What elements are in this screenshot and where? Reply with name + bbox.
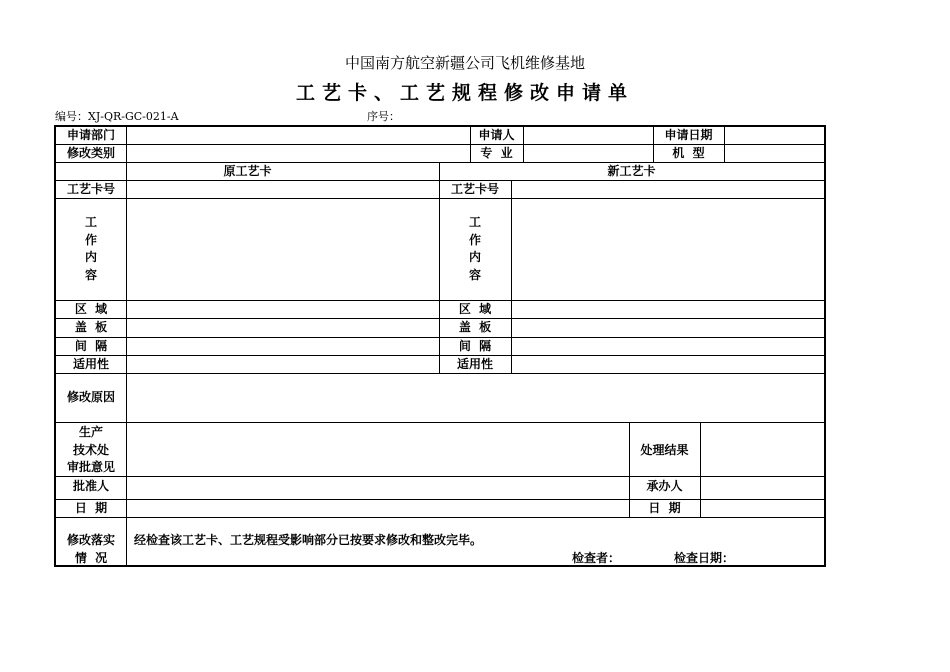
form-code [55, 108, 179, 124]
apply-dept-label: 申请部门 [66, 128, 115, 142]
approver-label: 批准人 [72, 479, 109, 493]
new-card-no-label: 工艺卡号 [450, 182, 499, 196]
new-applicability-label: 适用性 [456, 357, 493, 371]
implementation-statement: 经检查该工艺卡、工艺规程受影响部分已按要求修改和整改完毕。 [134, 533, 483, 547]
inspect-date-label: 检查日期： [674, 551, 735, 565]
original-card-no-label: 工艺卡号 [66, 182, 115, 196]
applicant-label: 申请人 [478, 128, 515, 142]
modify-type-label: 修改类别 [66, 146, 115, 160]
original-station-label: 间 隔 [74, 339, 108, 353]
handler-label: 承办人 [646, 479, 683, 493]
apply-date-label: 申请日期 [664, 128, 713, 142]
original-panel-label: 盖 板 [74, 320, 108, 334]
new-panel-label: 盖 板 [458, 320, 492, 334]
new-station-label: 间 隔 [458, 339, 492, 353]
original-work-content-label: 工 作 内 容 [84, 215, 97, 282]
form-code-value: XJ-QR-GC-021-A [88, 110, 179, 123]
form-code-label: 编号： [55, 110, 88, 123]
specialty-label: 专 业 [480, 146, 513, 160]
implementation-status-label: 修改落实 情 况 [66, 533, 115, 565]
original-zone-label: 区 域 [74, 302, 108, 316]
process-result-label: 处理结果 [640, 443, 689, 457]
handler-date-label: 日 期 [648, 501, 681, 515]
form-title: 工艺卡、工艺规程修改申请单 [295, 82, 634, 104]
aircraft-type-label: 机 型 [672, 146, 705, 160]
approval-date-label: 日 期 [74, 501, 108, 515]
inspector-label: 检查者： [572, 551, 621, 565]
new-card-header: 新工艺卡 [607, 164, 656, 178]
original-card-header: 原工艺卡 [223, 164, 272, 178]
modify-reason-label: 修改原因 [66, 390, 115, 404]
new-work-content-label: 工 作 内 容 [468, 215, 481, 282]
new-zone-label: 区 域 [458, 302, 492, 316]
original-applicability-label: 适用性 [72, 357, 109, 371]
tech-approval-label: 生产 技术处 审批意见 [66, 425, 115, 474]
serial-number-label: 序号： [367, 110, 400, 123]
change-request-form [54, 125, 826, 567]
organization-title: 中国南方航空新疆公司飞机维修基地 [344, 54, 585, 72]
